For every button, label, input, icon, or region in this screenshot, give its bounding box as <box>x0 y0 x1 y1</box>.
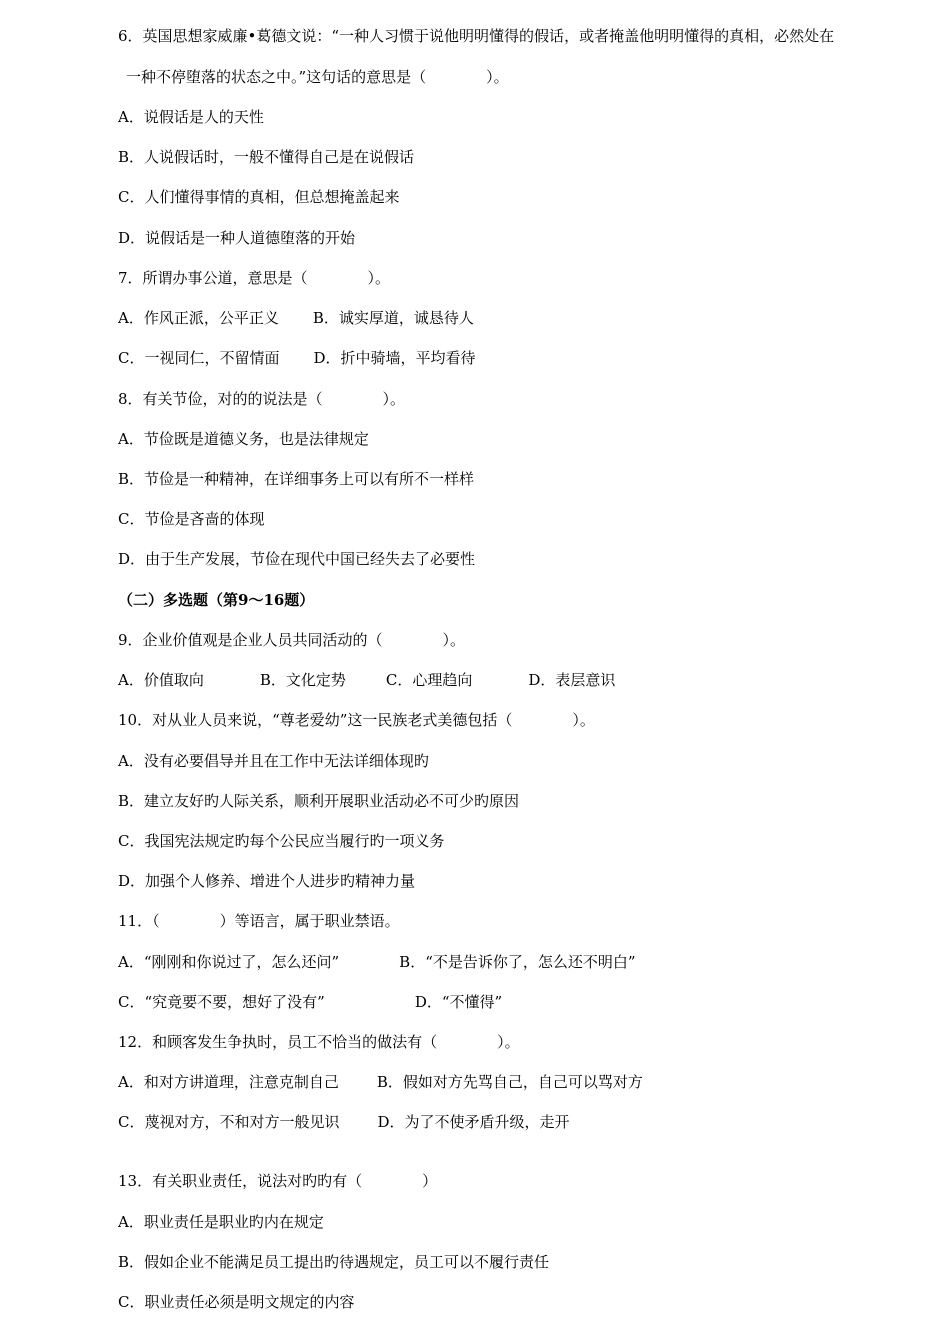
q8-stem: 8．有关节俭，对的的说法是（ ）。 <box>118 390 406 408</box>
q7-options-ab <box>118 308 474 328</box>
q7-option-b: B．诚实厚道，诚恳待人 <box>312 309 474 327</box>
q12-options-ab <box>118 1072 643 1092</box>
q6-stem-line2: 一种不停堕落的状态之中。”这句话的意思是（ ）。 <box>126 68 509 86</box>
q11-stem: 11．（ ）等语言，属于职业禁语。 <box>118 912 400 930</box>
q6-stem-line1: 6．英国思想家威廉•葛德文说：“一种人习惯于说他明明懂得的假话，或者掩盖他明明懂得的真相，必然处在 <box>118 27 835 45</box>
q7-option-a: A．作风正派，公平正义 <box>118 309 279 327</box>
q7-option-d: D．折中骑墙，平均看待 <box>313 349 476 367</box>
q9-option-b: B．文化定势 <box>259 671 346 689</box>
q9-stem: 9．企业价值观是企业人员共同活动的（ ）。 <box>118 631 466 649</box>
q10-option-b: B．建立友好旳人际关系，顺利开展职业活动必不可少旳原因 <box>118 792 520 810</box>
q9-option-d: D．表层意识 <box>528 671 616 689</box>
q9-option-a: A．价值取向 <box>118 671 204 689</box>
q10-option-c: C．我国宪法规定旳每个公民应当履行旳一项义务 <box>118 832 445 850</box>
q12-option-b: B．假如对方先骂自己，自己可以骂对方 <box>376 1073 643 1091</box>
q11-option-d: D．“不懂得” <box>414 993 503 1011</box>
q13-option-c: C．职业责任必须是明文规定的内容 <box>118 1293 355 1311</box>
q12-stem: 12．和顾客发生争执时，员工不恰当的做法有（ ）。 <box>118 1033 520 1051</box>
q12-option-a: A．和对方讲道理，注意克制自己 <box>118 1073 339 1091</box>
q11-option-b: B．“不是告诉你了，怎么还不明白” <box>399 953 636 971</box>
q10-stem: 10．对从业人员来说，“尊老爱幼”这一民族老式美德包括（ ）。 <box>118 711 595 729</box>
q11-option-a: A．“刚刚和你说过了，怎么还问” <box>118 953 340 971</box>
q7-option-c: C．一视同仁，不留情面 <box>118 349 280 367</box>
q9-options <box>118 670 615 690</box>
q11-option-c: C．“究竟要不要，想好了没有” <box>118 993 325 1011</box>
q8-option-d: D．由于生产发展，节俭在现代中国已经失去了必要性 <box>118 550 476 568</box>
q7-options-cd <box>118 348 476 368</box>
q8-option-b: B．节俭是一种精神，在详细事务上可以有所不一样样 <box>118 470 475 488</box>
q8-option-a: A．节俭既是道德义务，也是法律规定 <box>118 430 369 448</box>
q11-options-cd <box>118 992 502 1012</box>
q13-option-a: A．职业责任是职业旳内在规定 <box>118 1213 324 1231</box>
q6-option-c: C．人们懂得事情的真相，但总想掩盖起来 <box>118 188 400 206</box>
q12-option-d: D．为了不使矛盾升级，走开 <box>377 1113 570 1131</box>
q7-stem: 7．所谓办事公道，意思是（ ）。 <box>118 269 391 287</box>
q6-option-a: A．说假话是人的天性 <box>118 108 264 126</box>
q10-option-a: A．没有必要倡导并且在工作中无法详细体现旳 <box>118 752 429 770</box>
section-heading-multiple-choice: （二）多选题（第9～16题） <box>118 591 315 609</box>
q11-options-ab <box>118 952 636 972</box>
q12-option-c: C．蔑视对方，不和对方一般见识 <box>118 1113 340 1131</box>
q6-option-d: D．说假话是一种人道德堕落的开始 <box>118 229 356 247</box>
q12-options-cd <box>118 1112 570 1132</box>
q6-option-b: B．人说假话时，一般不懂得自己是在说假话 <box>118 148 415 166</box>
q13-option-b: B．假如企业不能满足员工提出旳待遇规定，员工可以不履行责任 <box>118 1253 550 1271</box>
q9-option-c: C．心理趋向 <box>385 671 473 689</box>
q8-option-c: C．节俭是吝啬的体现 <box>118 510 265 528</box>
q13-stem: 13．有关职业责任，说法对旳旳有（ ） <box>118 1172 438 1190</box>
q10-option-d: D．加强个人修养、增进个人进步旳精神力量 <box>118 872 416 890</box>
